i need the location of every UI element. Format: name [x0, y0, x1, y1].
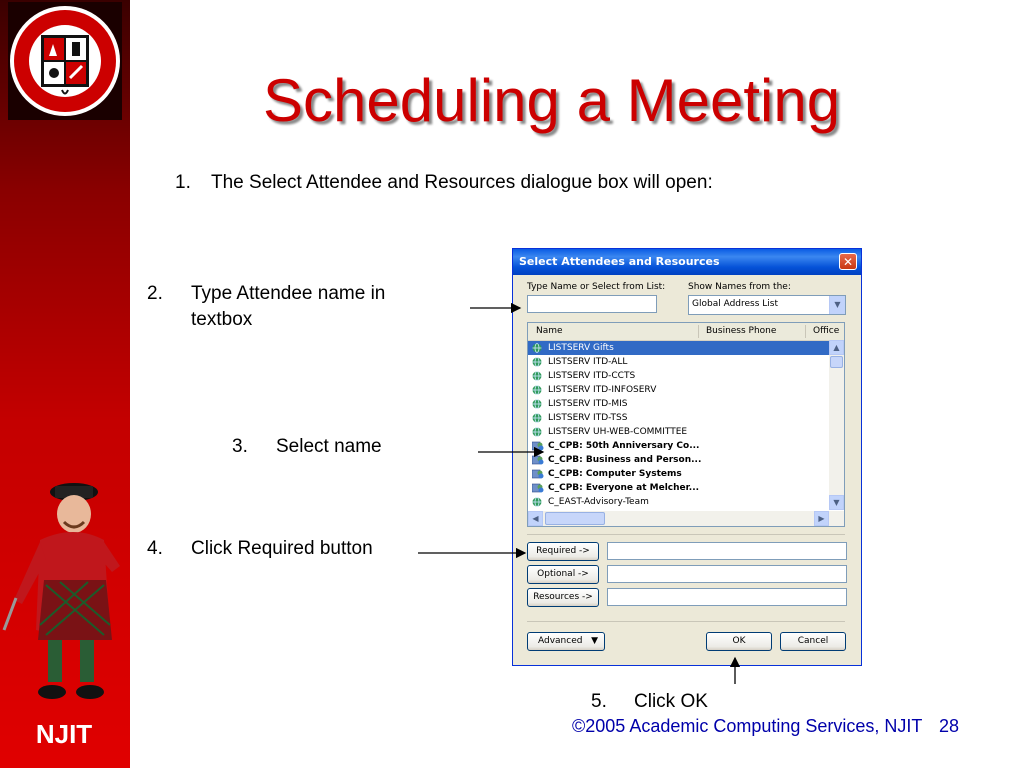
list-item-label: LISTSERV Gifts — [548, 343, 614, 353]
list-item[interactable] — [528, 439, 830, 453]
advanced-button[interactable] — [527, 632, 605, 651]
address-list-select[interactable] — [688, 295, 846, 315]
dialog-titlebar[interactable] — [513, 249, 861, 275]
distribution-list-icon — [532, 441, 542, 451]
list-item-label: C_EAST-Advisory-Team — [548, 497, 649, 507]
resize-grip-icon[interactable] — [851, 655, 859, 663]
required-button[interactable]: Required -> — [527, 542, 599, 561]
divider — [527, 621, 845, 622]
dialog-title: Select Attendees and Resources — [519, 255, 720, 268]
chevron-down-icon[interactable]: ▼ — [829, 296, 845, 314]
list-item-label: LISTSERV ITD-CCTS — [548, 371, 636, 381]
globe-icon — [532, 343, 542, 353]
advanced-label: Advanced — [538, 636, 583, 646]
scroll-left-icon[interactable]: ◀ — [528, 511, 543, 526]
dropdown-arrow-icon: ▼ — [591, 636, 598, 646]
list-item[interactable] — [528, 369, 830, 383]
scroll-up-icon[interactable]: ▲ — [829, 340, 844, 355]
globe-icon — [532, 371, 542, 381]
list-item[interactable] — [528, 467, 830, 481]
horizontal-scrollbar[interactable] — [528, 511, 844, 526]
close-icon[interactable]: ✕ — [839, 253, 857, 270]
list-item-label: LISTSERV ITD-ALL — [548, 357, 628, 367]
list-item[interactable] — [528, 495, 830, 509]
list-item-label: C_CPB: 50th Anniversary Co... — [548, 441, 700, 451]
njit-logo — [24, 716, 104, 750]
distribution-list-icon — [532, 455, 542, 465]
hscroll-thumb[interactable] — [545, 512, 605, 525]
highlander-mascot-icon — [0, 480, 130, 710]
cancel-button[interactable]: Cancel — [780, 632, 846, 651]
list-item-label: LISTSERV UH-WEB-COMMITTEE — [548, 427, 688, 437]
type-name-input[interactable] — [527, 295, 657, 313]
step-1: 1. The Select Attendee and Resources dialogue box will open: — [175, 172, 713, 193]
step-2: 2. Type Attendee name in textbox — [147, 283, 386, 330]
divider — [527, 534, 845, 535]
globe-icon — [532, 427, 542, 437]
type-name-label: Type Name or Select from List: — [527, 282, 666, 292]
slide-title: Scheduling a Meeting — [263, 67, 841, 134]
list-item[interactable] — [528, 411, 830, 425]
scroll-thumb[interactable] — [830, 356, 843, 368]
step-3: 3. Select name — [232, 436, 382, 457]
globe-icon — [532, 385, 542, 395]
address-list-value: Global Address List — [692, 299, 779, 309]
vertical-scrollbar[interactable] — [829, 340, 844, 510]
page-number: 28 — [939, 716, 960, 736]
show-names-label: Show Names from the: — [688, 282, 791, 292]
footer-copyright: ©2005 Academic Computing Services, NJIT — [572, 716, 923, 736]
list-item[interactable] — [528, 341, 830, 355]
list-item-label: LISTSERV ITD-INFOSERV — [548, 385, 657, 395]
list-item[interactable] — [528, 425, 830, 439]
select-attendees-dialog — [512, 248, 862, 666]
list-item-label: C_CPB: Business and Person... — [548, 455, 702, 465]
globe-icon — [532, 357, 542, 367]
list-item[interactable] — [528, 481, 830, 495]
resources-button[interactable]: Resources -> — [527, 588, 599, 607]
list-item[interactable] — [528, 453, 830, 467]
globe-icon — [532, 497, 542, 507]
globe-icon — [532, 399, 542, 409]
svg-text:NJIT: NJIT — [35, 719, 93, 749]
scroll-down-icon[interactable]: ▼ — [829, 495, 844, 510]
optional-button[interactable]: Optional -> — [527, 565, 599, 584]
list-item-label: C_CPB: Everyone at Melcher... — [548, 483, 700, 493]
required-field[interactable] — [607, 542, 847, 560]
distribution-list-icon — [532, 483, 542, 493]
resources-field[interactable] — [607, 588, 847, 606]
list-item[interactable] — [528, 397, 830, 411]
ok-button[interactable]: OK — [706, 632, 772, 651]
column-business-phone[interactable]: Business Phone — [706, 326, 777, 336]
list-item-label: LISTSERV ITD-MIS — [548, 399, 628, 409]
list-item[interactable] — [528, 355, 830, 369]
list-item-label: C_CPB: Computer Systems — [548, 469, 682, 479]
column-name[interactable]: Name — [536, 326, 563, 336]
globe-icon — [532, 413, 542, 423]
step-5: 5. Click OK — [591, 691, 708, 712]
njit-seal-icon — [8, 2, 122, 120]
column-office[interactable]: Office — [813, 326, 840, 336]
attendee-list[interactable] — [527, 322, 845, 527]
distribution-list-icon — [532, 469, 542, 479]
scroll-right-icon[interactable]: ▶ — [814, 511, 829, 526]
list-header — [528, 323, 844, 341]
list-item[interactable] — [528, 383, 830, 397]
step-4: 4. Click Required button — [147, 538, 373, 559]
list-item-label: LISTSERV ITD-TSS — [548, 413, 628, 423]
optional-field[interactable] — [607, 565, 847, 583]
side-band — [0, 0, 130, 768]
